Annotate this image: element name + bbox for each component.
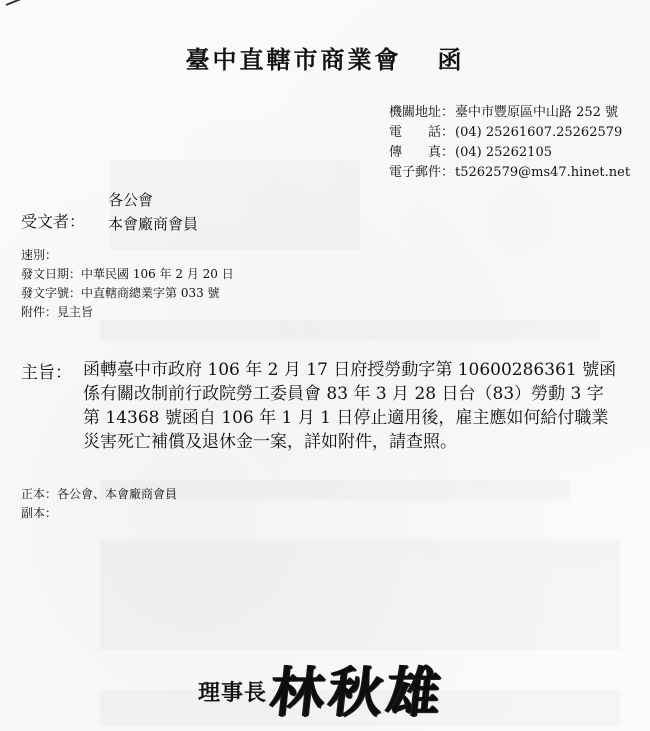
contact-address [389,103,630,123]
meta-label: 附件： [21,305,58,319]
document-type: 函 [437,45,465,74]
copy-label: 副本： [21,506,58,520]
contact-phone [389,123,630,143]
contact-value: 臺中市豐原區中山路 252 號 [455,105,619,120]
subject-line: 係有關改制前行政院勞工委員會 83 年 3 月 28 日台（83）勞動 3 字 [83,384,604,404]
copy-duplicate [21,504,177,523]
subject-line: 函轉臺中市政府 106 年 2 月 17 日府授勞動字第 10600286361 號函 [83,360,617,380]
subject-body [83,358,638,454]
recipient-name: 各公會 [108,191,154,209]
document-meta [21,246,234,322]
recipient-name: 本會廠商會員 [108,215,199,233]
contact-label: 電 話： [389,125,455,140]
contact-block [389,103,630,183]
meta-label: 速別： [21,248,58,262]
meta-doc-number [21,284,234,303]
show-through-stain [100,540,620,650]
subject-line: 災害死亡補償及退休金一案，詳如附件，請查照。 [83,432,457,452]
contact-email [389,163,630,183]
meta-label: 發文日期： [21,267,82,281]
signatory-title: 理事長 [198,680,268,706]
subject-line: 第 14368 號函自 106 年 1 月 1 日停止適用後，雇主應如何給付職業 [83,408,609,428]
meta-label: 發文字號： [21,286,82,300]
contact-value: (04) 25261607.25262579 [455,125,623,140]
contact-label: 機關地址： [389,105,455,120]
copy-label: 正本： [21,487,58,501]
recipient-list [108,188,198,236]
meta-value: 見主旨 [57,305,94,319]
copies-block [21,485,177,523]
contact-value: (04) 25262105 [455,145,552,160]
contact-fax [389,143,630,163]
copy-original [21,485,177,504]
meta-speed [21,246,234,265]
contact-value: t5262579@ms47.hinet.net [455,165,631,180]
meta-attachment [21,303,234,322]
contact-label: 電子郵件： [389,165,455,180]
contact-label: 傳 真： [389,145,455,160]
document-title [0,40,650,75]
pen-mark [6,0,31,6]
show-through-stain [100,320,600,340]
copy-value: 各公會、本會廠商會員 [57,487,178,501]
recipient-label: 受文者： [21,212,86,231]
organization-name: 臺中直轄市商業會 [185,45,402,74]
meta-value: 中華民國 106 年 2 月 20 日 [81,267,234,281]
signatory-name-stamp: 林秋雄 [267,660,449,724]
meta-date [21,265,234,284]
signature-block [198,650,449,727]
subject-label: 主旨： [21,363,72,383]
meta-value: 中直轄商總業字第 033 號 [81,286,220,300]
